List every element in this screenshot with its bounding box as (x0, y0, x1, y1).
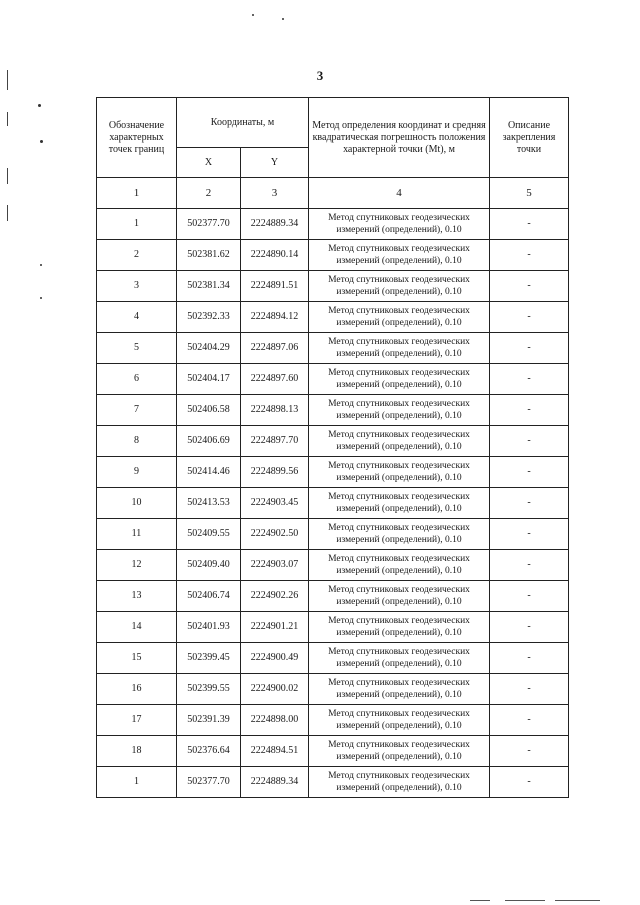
point-cell: 15 (97, 643, 177, 674)
y-cell: 2224899.56 (241, 457, 309, 488)
scan-bottom-mark (555, 900, 600, 901)
point-cell: 13 (97, 581, 177, 612)
point-cell: 6 (97, 364, 177, 395)
coordinates-table (96, 97, 569, 798)
y-cell: 2224891.51 (241, 271, 309, 302)
table-row (97, 519, 569, 550)
method-cell: Метод спутниковых геодезических измерений (определений), 0.10 (309, 612, 490, 643)
x-cell: 502414.46 (177, 457, 241, 488)
method-cell: Метод спутниковых геодезических измерений (определений), 0.10 (309, 581, 490, 612)
column-number: 4 (309, 178, 490, 209)
column-number: 1 (97, 178, 177, 209)
description-cell: - (490, 333, 569, 364)
header-coordinates: Координаты, м (177, 98, 309, 148)
point-cell: 4 (97, 302, 177, 333)
y-cell: 2224898.00 (241, 705, 309, 736)
point-cell: 2 (97, 240, 177, 271)
description-cell: - (490, 240, 569, 271)
scan-speck (282, 18, 284, 20)
description-cell: - (490, 674, 569, 705)
x-cell: 502406.74 (177, 581, 241, 612)
x-cell: 502376.64 (177, 736, 241, 767)
description-cell: - (490, 209, 569, 240)
scan-margin-line (7, 168, 8, 184)
table-row (97, 426, 569, 457)
description-cell: - (490, 736, 569, 767)
x-cell: 502413.53 (177, 488, 241, 519)
y-cell: 2224902.50 (241, 519, 309, 550)
description-cell: - (490, 767, 569, 798)
x-cell: 502381.34 (177, 271, 241, 302)
point-cell: 3 (97, 271, 177, 302)
x-cell: 502381.62 (177, 240, 241, 271)
point-cell: 12 (97, 550, 177, 581)
scan-margin-line (7, 112, 8, 126)
description-cell: - (490, 271, 569, 302)
y-cell: 2224901.21 (241, 612, 309, 643)
x-cell: 502399.55 (177, 674, 241, 705)
header-y: Y (241, 148, 309, 178)
method-cell: Метод спутниковых геодезических измерений (определений), 0.10 (309, 209, 490, 240)
x-cell: 502406.58 (177, 395, 241, 426)
y-cell: 2224894.51 (241, 736, 309, 767)
table-row (97, 209, 569, 240)
scan-speck (40, 297, 42, 299)
method-cell: Метод спутниковых геодезических измерений (определений), 0.10 (309, 333, 490, 364)
method-cell: Метод спутниковых геодезических измерений (определений), 0.10 (309, 240, 490, 271)
method-cell: Метод спутниковых геодезических измерений (определений), 0.10 (309, 271, 490, 302)
point-cell: 10 (97, 488, 177, 519)
y-cell: 2224889.34 (241, 209, 309, 240)
scan-speck (40, 264, 42, 266)
x-cell: 502409.40 (177, 550, 241, 581)
description-cell: - (490, 488, 569, 519)
table-row (97, 550, 569, 581)
y-cell: 2224897.06 (241, 333, 309, 364)
description-cell: - (490, 643, 569, 674)
x-cell: 502401.93 (177, 612, 241, 643)
column-number: 2 (177, 178, 241, 209)
x-cell: 502391.39 (177, 705, 241, 736)
y-cell: 2224898.13 (241, 395, 309, 426)
header-x: X (177, 148, 241, 178)
method-cell: Метод спутниковых геодезических измерений (определений), 0.10 (309, 550, 490, 581)
scan-speck (252, 14, 254, 16)
y-cell: 2224890.14 (241, 240, 309, 271)
description-cell: - (490, 519, 569, 550)
table-row (97, 302, 569, 333)
table-row (97, 767, 569, 798)
point-cell: 1 (97, 209, 177, 240)
table-row (97, 581, 569, 612)
method-cell: Метод спутниковых геодезических измерений (определений), 0.10 (309, 457, 490, 488)
scan-margin-line (7, 205, 8, 221)
table-row (97, 643, 569, 674)
description-cell: - (490, 550, 569, 581)
y-cell: 2224889.34 (241, 767, 309, 798)
x-cell: 502392.33 (177, 302, 241, 333)
header-designation: Обозначение характерных точек границ (97, 98, 177, 178)
x-cell: 502377.70 (177, 209, 241, 240)
table-row (97, 674, 569, 705)
point-cell: 1 (97, 767, 177, 798)
x-cell: 502404.29 (177, 333, 241, 364)
point-cell: 16 (97, 674, 177, 705)
y-cell: 2224902.26 (241, 581, 309, 612)
x-cell: 502404.17 (177, 364, 241, 395)
table-row (97, 488, 569, 519)
table-row (97, 364, 569, 395)
point-cell: 7 (97, 395, 177, 426)
description-cell: - (490, 457, 569, 488)
description-cell: - (490, 581, 569, 612)
page-number: 3 (316, 68, 324, 83)
method-cell: Метод спутниковых геодезических измерений (определений), 0.10 (309, 674, 490, 705)
y-cell: 2224900.02 (241, 674, 309, 705)
y-cell: 2224903.07 (241, 550, 309, 581)
method-cell: Метод спутниковых геодезических измерений (определений), 0.10 (309, 302, 490, 333)
x-cell: 502406.69 (177, 426, 241, 457)
point-cell: 9 (97, 457, 177, 488)
description-cell: - (490, 395, 569, 426)
description-cell: - (490, 302, 569, 333)
point-cell: 8 (97, 426, 177, 457)
x-cell: 502377.70 (177, 767, 241, 798)
scan-speck (38, 104, 41, 107)
table-row (97, 736, 569, 767)
table-row (97, 240, 569, 271)
header-description: Описание закрепления точки (490, 98, 569, 178)
column-number-row (97, 178, 569, 209)
column-number: 5 (490, 178, 569, 209)
table-row (97, 271, 569, 302)
y-cell: 2224897.70 (241, 426, 309, 457)
point-cell: 17 (97, 705, 177, 736)
y-cell: 2224897.60 (241, 364, 309, 395)
method-cell: Метод спутниковых геодезических измерений (определений), 0.10 (309, 736, 490, 767)
point-cell: 18 (97, 736, 177, 767)
x-cell: 502399.45 (177, 643, 241, 674)
scan-bottom-mark (505, 900, 545, 901)
table-row (97, 457, 569, 488)
scan-bottom-mark (470, 900, 490, 901)
table-row (97, 612, 569, 643)
column-number: 3 (241, 178, 309, 209)
method-cell: Метод спутниковых геодезических измерений (определений), 0.10 (309, 426, 490, 457)
x-cell: 502409.55 (177, 519, 241, 550)
y-cell: 2224894.12 (241, 302, 309, 333)
y-cell: 2224903.45 (241, 488, 309, 519)
point-cell: 14 (97, 612, 177, 643)
method-cell: Метод спутниковых геодезических измерений (определений), 0.10 (309, 488, 490, 519)
method-cell: Метод спутниковых геодезических измерений (определений), 0.10 (309, 519, 490, 550)
description-cell: - (490, 426, 569, 457)
method-cell: Метод спутниковых геодезических измерений (определений), 0.10 (309, 705, 490, 736)
method-cell: Метод спутниковых геодезических измерений (определений), 0.10 (309, 643, 490, 674)
description-cell: - (490, 612, 569, 643)
table-row (97, 705, 569, 736)
description-cell: - (490, 364, 569, 395)
description-cell: - (490, 705, 569, 736)
point-cell: 11 (97, 519, 177, 550)
method-cell: Метод спутниковых геодезических измерений (определений), 0.10 (309, 364, 490, 395)
method-cell: Метод спутниковых геодезических измерений (определений), 0.10 (309, 767, 490, 798)
scan-speck (40, 140, 43, 143)
header-method: Метод определения координат и средняя квадратическая погрешность положения характерной точки (Mt), м (309, 98, 490, 178)
y-cell: 2224900.49 (241, 643, 309, 674)
point-cell: 5 (97, 333, 177, 364)
table-row (97, 333, 569, 364)
method-cell: Метод спутниковых геодезических измерений (определений), 0.10 (309, 395, 490, 426)
table-row (97, 395, 569, 426)
